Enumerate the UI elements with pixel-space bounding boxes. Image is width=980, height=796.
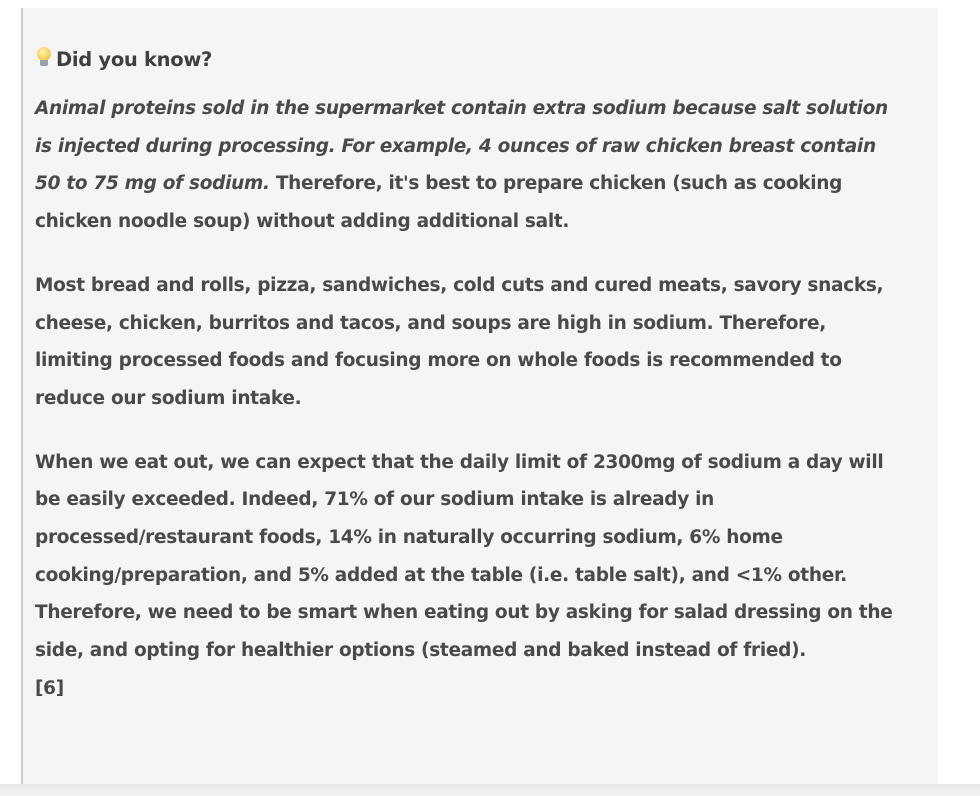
paragraph-animal-proteins-text: Therefore, it's best to prepare chicken (such as cooking chicken noodle soup) without adding additional salt.: [35, 173, 843, 233]
paragraph-eating-out-text: When we eat out, we can expect that the daily limit of 2300mg of sodium a day will be easily exceeded. Indeed, 71% of our sodium intake is already in processed/restaurant foods, 14% in naturally occurring sodium, 6% home cooking/preparation, and 5% added at the table (i.e. table salt), and <1% other. Therefore, we need to be smart when eating out by asking for salad dressing on the side, and opting for healthier options (steamed and baked instead of fried).: [35, 451, 893, 662]
callout-heading-text: Did you know?: [56, 48, 213, 72]
callout-heading: [35, 38, 895, 82]
paragraph-animal-proteins: [35, 90, 895, 241]
paragraph-high-sodium-foods: Most bread and rolls, pizza, sandwiches, cold cuts and cured meats, savory snacks, cheese, chicken, burritos and tacos, and soups are high in sodium. Therefore, limiting processed foods and focusing more on whole foods is recommended to reduce our sodium intake.: [35, 274, 884, 409]
light-bulb-icon: [35, 47, 53, 69]
paragraph-animal-proteins-italic: Animal proteins sold in the supermarket contain extra sodium because salt solution is injected during processing. For example, 4 ounces of raw chicken breast contain 50 to 75 mg of sodium.: [35, 98, 888, 195]
paragraph-eating-out: [35, 444, 895, 708]
callout-content: [35, 38, 895, 734]
page-bottom-edge: [0, 784, 980, 796]
citation: [6]: [35, 677, 64, 699]
